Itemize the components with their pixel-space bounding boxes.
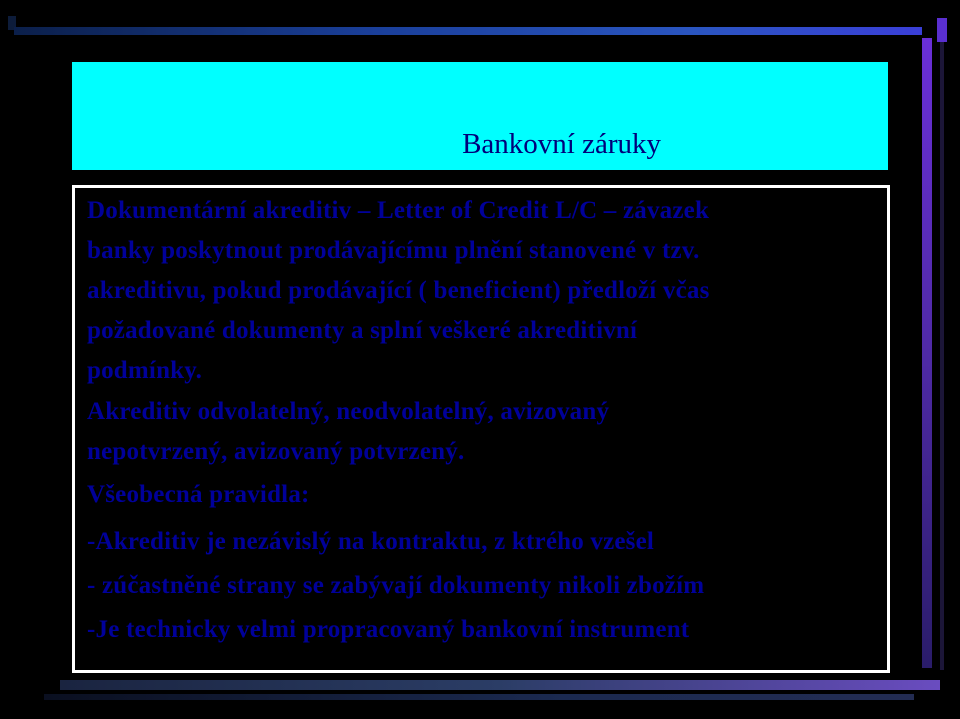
frame-decoration-right	[922, 38, 932, 668]
frame-decoration-bottom-shadow	[44, 694, 914, 700]
text-line: akreditivu, pokud prodávající ( beneficient) předloží včas	[87, 277, 710, 304]
paragraph-rule-independence	[87, 522, 654, 562]
paragraph-general-rules-heading	[87, 475, 310, 515]
paragraph-rule-instrument	[87, 610, 689, 650]
text-line: -Akreditiv je nezávislý na kontraktu, z ktrého vzešel	[87, 528, 655, 555]
frame-decoration-right-top	[937, 18, 947, 42]
text-line: podmínky.	[87, 357, 203, 384]
frame-decoration-top	[14, 27, 922, 35]
text-line: Všeobecná pravidla:	[87, 481, 310, 508]
text-line: Akreditiv odvolatelný, neodvolatelný, avizovaný	[87, 398, 610, 425]
paragraph-credit-types	[87, 392, 609, 472]
text-line: banky poskytnout prodávajícímu plnění stanovené v tzv.	[87, 237, 700, 264]
text-line: Dokumentární akreditiv – Letter of Credit L/C – závazek	[87, 197, 710, 224]
text-line: - zúčastněné strany se zabývají dokumenty nikoli zbožím	[87, 572, 705, 599]
frame-decoration-right-shadow	[940, 42, 944, 670]
slide-title: Bankovní záruky	[462, 128, 661, 160]
text-line: nepotvrzený, avizovaný potvrzený.	[87, 438, 465, 465]
frame-decoration-bottom	[60, 680, 940, 690]
paragraph-rule-documents	[87, 566, 704, 606]
text-line: -Je technicky velmi propracovaný bankovní instrument	[87, 616, 690, 643]
content-box	[72, 185, 890, 673]
text-line: požadované dokumenty a splní veškeré akreditivní	[87, 317, 638, 344]
paragraph-letter-of-credit-definition	[87, 191, 710, 391]
